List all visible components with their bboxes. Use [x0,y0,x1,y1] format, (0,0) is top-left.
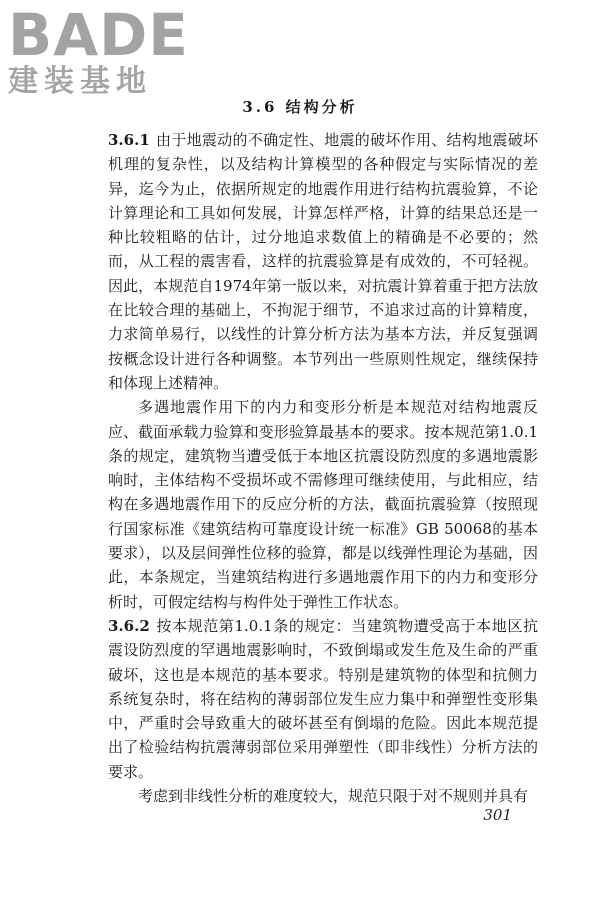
document-body [108,128,538,808]
logo-chinese-name: 建装基地 [8,64,152,99]
clause-paragraph [108,128,538,395]
clause-number: 3.6.2 [108,616,150,635]
clause-paragraph [108,614,538,784]
body-paragraph: 多遇地震作用下的内力和变形分析是本规范对结构地震反应、截面承载力验算和变形验算最基本的要求。按本规范第1.0.1条的规定，建筑物当遭受低于本地区抗震设防烈度的多遇地震影响时，主体结构不受损坏或不需修理可继续使用，与此相应，结构在多遇地震作用下的反应分析的方法，截面抗震验算（按照现行国家标准《建筑结构可靠度设计统一标准》GB 50068的基本要求），以及层间弹性位移的验算，都是以线弹性理论为基础，因此，本条规定，当建筑结构进行多遇地震作用下的内力和变形分析时，可假定结构与构件处于弹性工作状态。 [108,398,538,611]
section-title: 3.6 结构分析 [242,98,358,116]
clause-text: 按本规范第1.0.1条的规定：当建筑物遭受高于本地区抗震设防烈度的罕遇地震影响时，不致倒塌或发生危及生命的严重破坏，这也是本规范的基本要求。特别是建筑物的体型和抗侧力系统复杂时，将在结构的薄弱部位发生应力集中和弹塑性变形集中，严重时会导致重大的破坏甚至有倒塌的危险。因此本规范提出了检验结构抗震薄弱部位采用弹塑性（即非线性）分析方法的要求。 [108,616,538,781]
brand-logo [8,1,189,99]
clause-text: 由于地震动的不确定性、地震的破坏作用、结构地震破坏机理的复杂性，以及结构计算模型的各种假定与实际情况的差异，迄今为止，依据所规定的地震作用进行结构抗震验算，不论计算理论和工具如何发展，计算怎样严格，计算的结果总还是一种比较粗略的估计，过分地追求数值上的精确是不必要的；然而，从工程的震害看，这样的抗震验算是有成效的，不可轻视。因此，本规范自1974年第一版以来，对抗震计算着重于把方法放在比较合理的基础上，不拘泥于细节，不追求过高的计算精度，力求简单易行，以线性的计算分析方法为基本方法，并反复强调按概念设计进行各种调整。本节列出一些原则性规定，继续保持和体现上述精神。 [108,131,538,392]
clause-number: 3.6.1 [108,131,150,149]
body-paragraph: 考虑到非线性分析的难度较大，规范只限于对不规则并具有 [138,787,529,806]
page-number: 301 [483,806,512,824]
logo-wordmark: BADE [8,1,189,69]
